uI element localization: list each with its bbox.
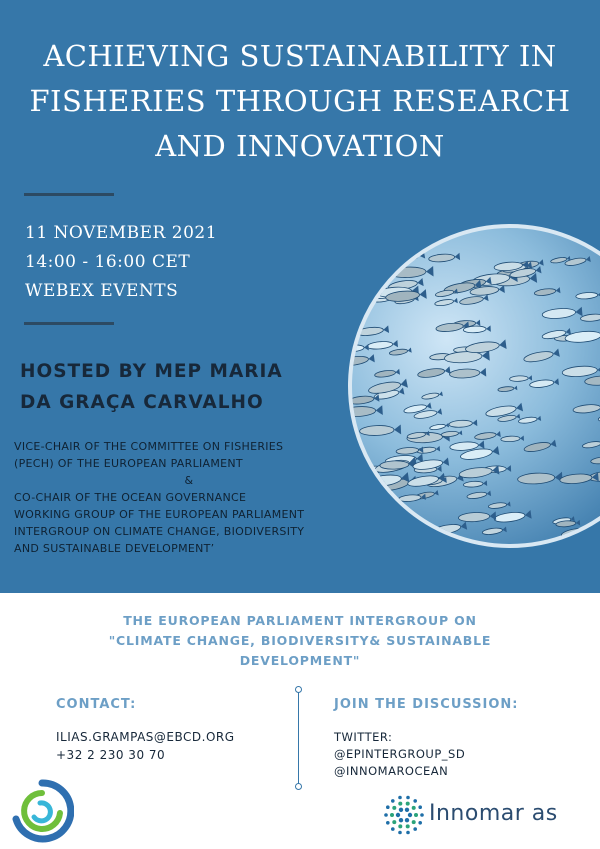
fish-shape (352, 344, 369, 352)
fish-shape (523, 440, 556, 454)
innomar-logo (384, 795, 584, 835)
fish-shape (449, 368, 486, 379)
innomar-dot (406, 796, 410, 800)
innomar-dot (391, 827, 395, 831)
host-heading (20, 356, 350, 418)
fish-shape (389, 348, 412, 357)
innomar-dot (408, 813, 412, 817)
fish-shape (458, 511, 496, 522)
fish-shape (463, 480, 487, 487)
innomar-dot (398, 802, 402, 806)
fish-shape (591, 537, 600, 544)
innomar-dot (413, 799, 417, 803)
event-title-line: ACHIEVING SUSTAINABILITY IN (43, 39, 557, 73)
innomar-dot (398, 796, 402, 800)
twitter-handle-innomar[interactable]: @INNOMAROCEAN (334, 764, 449, 778)
fish-shape (501, 435, 524, 442)
event-platform: WEBEX EVENTS (25, 281, 179, 301)
role-line: VICE-CHAIR OF THE COMMITTEE ON FISHERIES (14, 440, 284, 453)
role-ampersand: & (184, 474, 194, 487)
fish-shape (561, 526, 597, 540)
fish-shape (359, 425, 401, 437)
fish-shape (509, 375, 532, 382)
fish-shape (389, 533, 411, 539)
contact-heading: CONTACT: (56, 697, 137, 712)
intergroup-line: DEVELOPMENT" (239, 653, 361, 668)
fish-shape (352, 290, 373, 300)
innomar-dot (406, 831, 410, 835)
host-roles (14, 438, 364, 557)
fish-shape (389, 250, 426, 265)
event-title-line: AND INNOVATION (155, 129, 445, 163)
contact-phone: +32 2 230 30 70 (56, 748, 166, 762)
fish-shape (580, 313, 600, 322)
role-line: INTERGROUP ON CLIMATE CHANGE, BIODIVERSITY (14, 525, 305, 538)
fish-shape (389, 266, 433, 278)
twitter-label: TWITTER: (334, 730, 393, 744)
innomar-dot (386, 821, 390, 825)
innomar-dot (414, 813, 418, 817)
fish-shape (482, 527, 507, 536)
fish-shape (474, 431, 501, 441)
contact-email-link[interactable]: ILIAS.GRAMPAS@EBCD.ORG (56, 730, 235, 744)
divider-bottom (24, 322, 114, 325)
role-line: WORKING GROUP OF THE EUROPEAN PARLIAMENT (14, 508, 305, 521)
innomar-dot (391, 799, 395, 803)
fish-shape (352, 405, 383, 417)
innomar-dot (398, 824, 402, 828)
innomar-dot (418, 821, 422, 825)
fish-shape (431, 522, 467, 537)
fish-shape (498, 386, 518, 393)
divider-dot-bottom (295, 783, 302, 790)
innomar-dot (392, 820, 396, 824)
fish-shape (459, 294, 488, 305)
fish-shape (467, 491, 492, 500)
host-line: HOSTED BY MEP MARIA (20, 361, 283, 382)
join-details (334, 729, 465, 780)
divider-top (24, 193, 114, 196)
fish-shape (367, 340, 398, 350)
innomar-dot (386, 805, 390, 809)
role-line: (PECH) OF THE EUROPEAN PARLIAMENT (14, 457, 243, 470)
fish-shape (534, 287, 560, 296)
intergroup-line: THE EUROPEAN PARLIAMENT INTERGROUP ON (123, 613, 477, 628)
event-details (25, 219, 217, 306)
fish-shape (494, 510, 532, 524)
fish-shape (417, 366, 450, 379)
innomar-dot (420, 813, 424, 817)
fish-shape (562, 364, 600, 377)
fish-shape (584, 374, 600, 386)
event-title-line: FISHERIES THROUGH RESEARCH (29, 84, 571, 118)
innomar-dots-icon (384, 795, 424, 835)
twitter-handle-intergroup[interactable]: @EPINTERGROUP_SD (334, 747, 466, 761)
fish-shape (517, 472, 562, 485)
innomar-dot (398, 831, 402, 835)
fish-shape (352, 354, 375, 367)
column-divider (298, 688, 299, 788)
innomar-logo-text: Innomar as (429, 801, 558, 826)
fish-shape (465, 339, 507, 354)
innomar-dot (399, 808, 403, 812)
event-time: 14:00 - 16:00 CET (25, 252, 191, 272)
fish-shape (523, 348, 560, 363)
innomar-dot (384, 813, 388, 817)
fish-shape (582, 440, 600, 449)
fish-shape (573, 403, 600, 414)
fish-shape (421, 391, 442, 400)
divider-dot-top (295, 686, 302, 693)
innomar-dot (413, 827, 417, 831)
innomar-dot (418, 805, 422, 809)
fish-shape (576, 291, 600, 299)
innomar-dot (396, 813, 400, 817)
innomar-dot (412, 820, 416, 824)
fish-shape (356, 325, 389, 336)
innomar-dot (392, 806, 396, 810)
swirl-logo-icon (10, 779, 74, 843)
innomar-dot (390, 813, 394, 817)
fish-shape (449, 419, 477, 427)
innomar-dot (405, 818, 409, 822)
innomar-dot (405, 808, 409, 812)
fish-school-image (348, 224, 600, 548)
event-title (10, 34, 590, 169)
fish-shape (441, 430, 462, 437)
intergroup-name (60, 611, 540, 671)
fish-shape (590, 456, 600, 465)
innomar-dot (412, 806, 416, 810)
fish-school-illustration (352, 228, 600, 544)
innomar-dot (406, 802, 410, 806)
intergroup-swirl-logo (10, 779, 74, 843)
fish-shape (368, 273, 393, 282)
contact-details (56, 728, 235, 764)
role-line: AND SUSTAINABLE DEVELOPMENT’ (14, 542, 215, 555)
event-date: 11 NOVEMBER 2021 (25, 223, 218, 243)
fish-shape (434, 298, 457, 307)
fish-shape (488, 501, 511, 509)
role-line: CO-CHAIR OF THE OCEAN GOVERNANCE (14, 491, 247, 504)
intergroup-line: "CLIMATE CHANGE, BIODIVERSITY& SUSTAINABLE (108, 633, 492, 648)
fish-shape (428, 253, 460, 263)
fish-shape (374, 369, 400, 378)
join-heading: JOIN THE DISCUSSION: (334, 697, 519, 712)
fish-shape (429, 423, 449, 431)
fish-shape (542, 307, 583, 320)
fish-shape (368, 266, 399, 276)
fish-shape (529, 378, 559, 388)
innomar-dot (406, 824, 410, 828)
innomar-dot (399, 818, 403, 822)
fish-shape (518, 416, 541, 425)
host-line: DA GRAÇA CARVALHO (20, 392, 264, 413)
